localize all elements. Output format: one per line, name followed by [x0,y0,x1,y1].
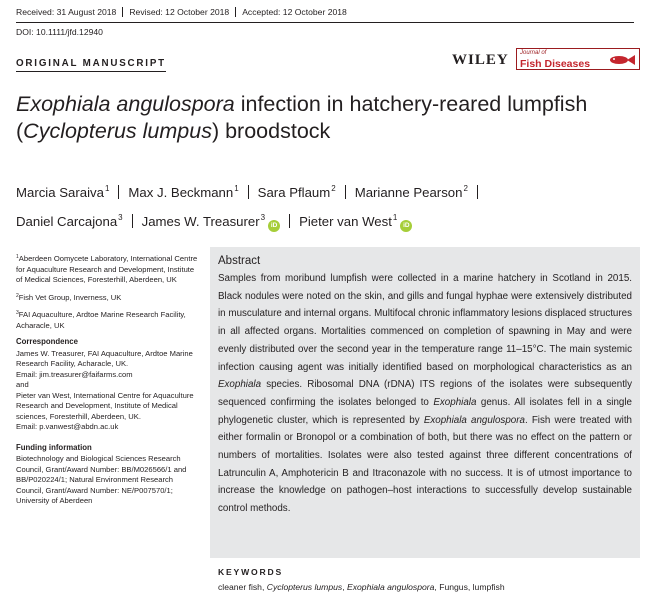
author[interactable]: Sara Pflaum$^2$ [257,184,336,200]
author[interactable]: Marcia Saraiva$^1$ [16,184,110,200]
divider [345,185,346,199]
revised-date: Revised: 12 October 2018 [129,7,230,17]
orcid-icon[interactable]: iD [268,220,280,232]
abstract-box [210,247,640,558]
journal-logo-name: Fish Diseases [520,58,591,70]
author[interactable]: Pieter van West$^1$ [299,213,398,229]
title-species: Exophiala angulospora [16,92,235,116]
abstract-heading: Abstract [218,255,261,267]
title-species-2: Cyclopterus lumpus [23,119,212,143]
journal-logo [516,48,640,70]
divider [132,214,133,228]
divider [289,214,290,228]
divider [477,185,478,199]
author[interactable]: Max J. Beckmann$^1$ [128,184,239,200]
affiliation: $^1$Aberdeen Oomycete Laboratory, International Centre for Aquaculture Research and Development, Institute of Medical Sciences, Foresterhill, Aberdeen, UK [16,254,198,284]
article-sidebar [16,252,198,507]
correspondence-heading: Correspondence [16,337,78,346]
divider [118,185,119,199]
article-dates [16,7,634,23]
doi[interactable]: DOI: 10.1111/jfd.12940 [16,27,103,37]
title-text: infection in hatchery-reared lumpfish [234,92,588,116]
divider [122,7,123,17]
journal-logo-small: Journal of [520,50,547,56]
abstract-text: Samples from moribund lumpfish were collected in a marine hatchery in Scotland in 2015. Black nodules were noted on the skin, and gills and fungal hyphae were extensively distributed in musculature and internal organs. Multifocal chronic inflammatory lesions displaced structures in all affected organs. Mortalities commenced on completion of spawning in May and were evenly distributed over the second year in the temperature range 11–15°C. The main systemic infection causing agent was initially identified based on morphological characteristics as an Exophiala species. Ribosomal DNA (rDNA) ITS regions of the isolates were subsequently sequenced confirming the isolates belonged to Exophiala genus. All isolates fell in a single phylogenetic cluster, which is represented by Exophiala angulospora. Fish were treated with either formalin or Bronopol or a combination of both, but there was no effect on the pattern or numbers of mortalities. Isolates were also tested against three different concentrations of Latrunculin A, Amphotericin B and Itraconazole with no success. It is of utmost importance to increase the knowledge on pathogen–host interactions to successfully develop sustainable control methods. [218,273,632,515]
keywords-heading: KEYWORDS [218,567,284,577]
author-list [16,176,636,234]
publisher-logo: WILEY [452,52,509,68]
accepted-date: Accepted: 12 October 2018 [242,7,347,17]
author[interactable]: James W. Treasurer$^3$ [141,213,266,229]
author[interactable]: Marianne Pearson$^2$ [354,184,468,200]
fish-icon [607,53,637,67]
divider [235,7,236,17]
affiliation: $^3$FAI Aquaculture, Ardtoe Marine Research Facility, Acharacle, UK [16,310,186,330]
article-title [16,91,616,145]
section-label: ORIGINAL MANUSCRIPT [16,58,166,72]
funding-text: Biotechnology and Biological Sciences Research Council, Grant/Award Number: BB/M026566/1 and BB/P020224/1; Natural Environment Research Council, Grant/Award Number: NE/P007570/1; University of Aberdeen [16,454,187,505]
funding-heading: Funding information [16,442,92,452]
email-link[interactable]: Email: jim.treasurer@faifarms.com [16,369,133,379]
divider [248,185,249,199]
orcid-icon[interactable]: iD [400,220,412,232]
email-link[interactable]: Email: p.vanwest@abdn.ac.uk [16,422,119,431]
affiliation: $^2$Fish Vet Group, Inverness, UK [16,292,122,302]
author[interactable]: Daniel Carcajona$^3$ [16,213,123,229]
correspondence-text: James W. Treasurer, FAI Aquaculture, Ardtoe Marine Research Facility, Acharacle, UK. Email: jim.treasurer@faifarms.com and Pieter van West, International Centre for Aquaculture Research and Development, Institute of Medical sciences, Foresterhill, Aberdeen, UK. Email: p.vanwest@abdn.ac.uk [16,349,198,433]
title-paren: ( [16,119,24,143]
received-date: Received: 31 August 2018 [16,7,117,17]
keywords-list: cleaner fish, Cyclopterus lumpus, Exophiala angulospora, Fungus, lumpfish [218,582,505,592]
title-text-2: ) broodstock [211,119,331,143]
